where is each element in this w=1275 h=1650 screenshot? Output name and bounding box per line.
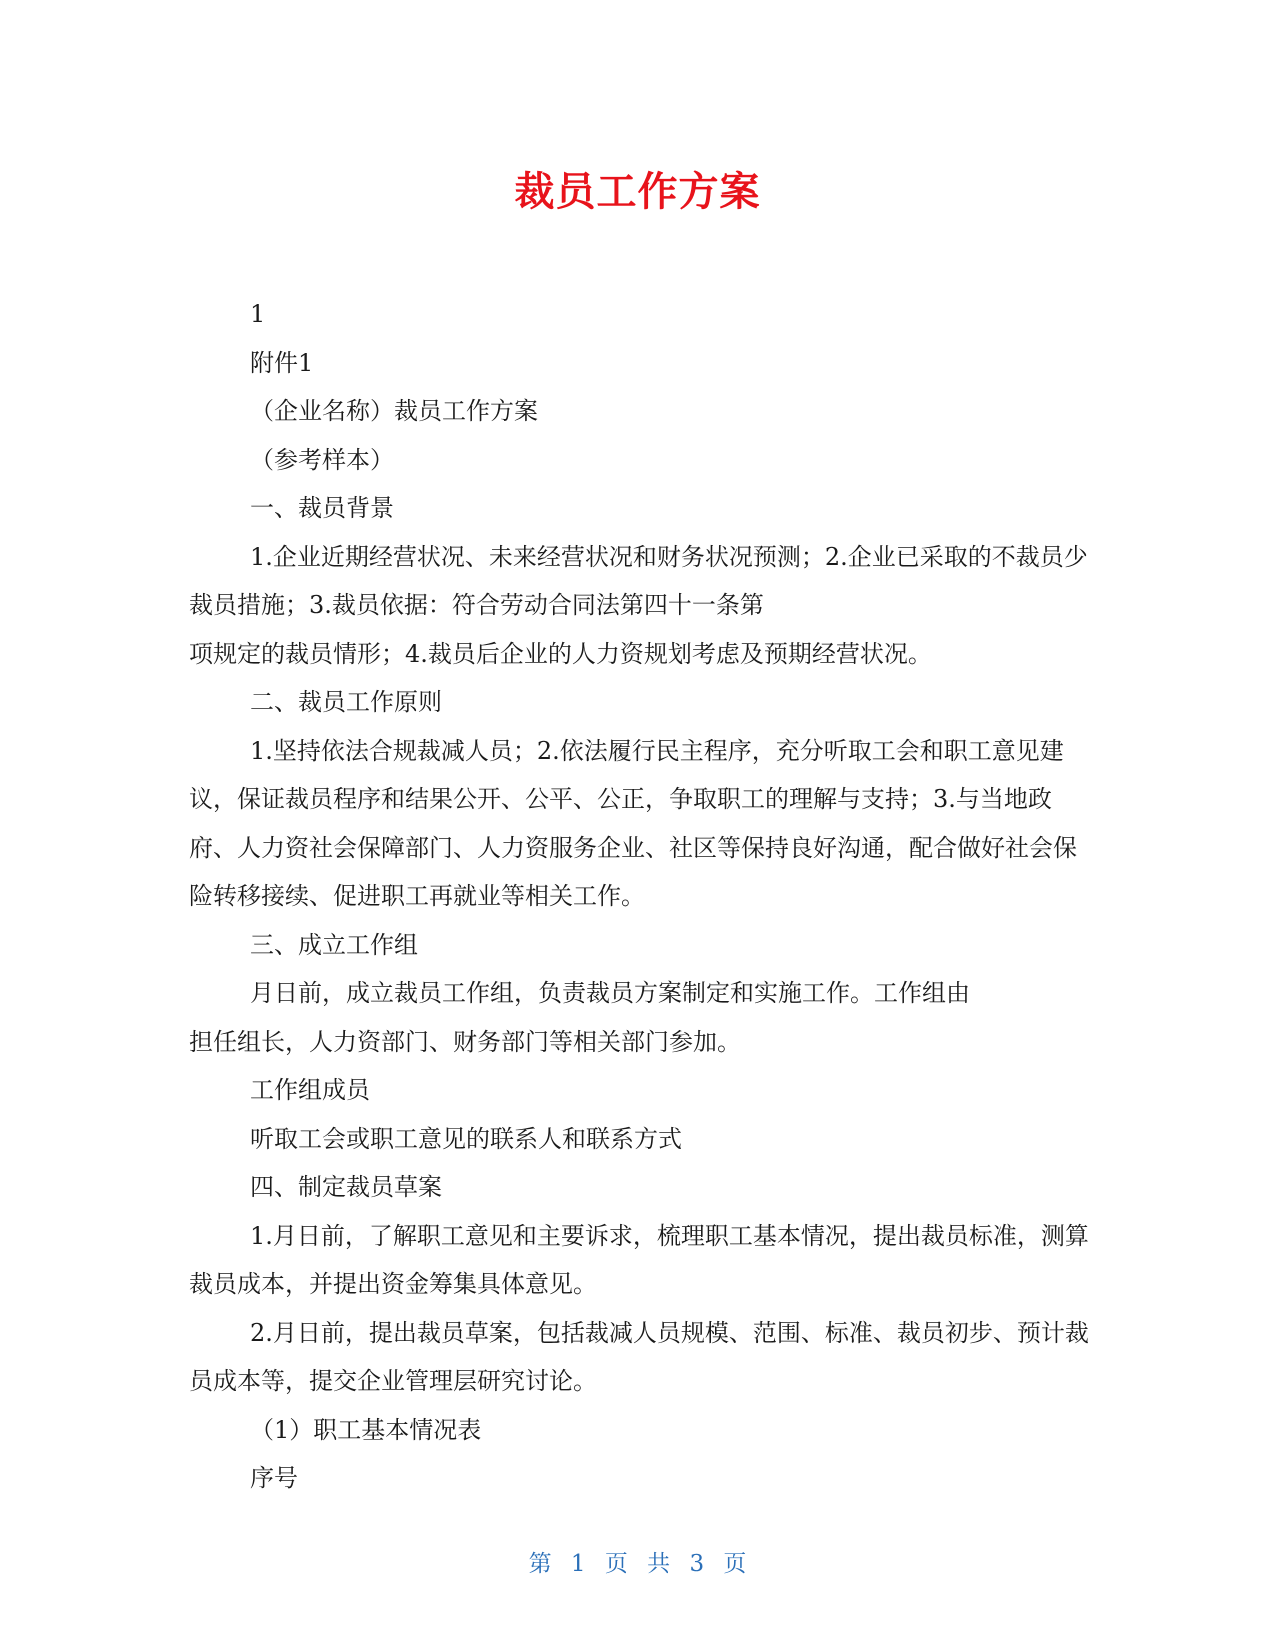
paragraph-working-group-continued: 担任组长，人力资部门、财务部门等相关部门参加。 [189, 1027, 741, 1056]
page-footer [0, 1545, 1275, 1578]
paragraph-principles: 1.坚持依法合规裁减人员；2.依法履行民主程序，充分听取工会和职工意见建议，保证裁员程序和结果公开、公平、公正，争取职工的理解与支持；3.与当地政府、人力资社会保障部门、人力资服务企业、社区等保持良好沟通，配合做好社会保险转移接续、促进职工再就业等相关工作。 [189, 736, 1077, 910]
paragraph-plan-name: （企业名称）裁员工作方案 [250, 397, 538, 425]
paragraph-contact-info: 听取工会或职工意见的联系人和联系方式 [250, 1124, 682, 1153]
paragraph-table-caption: （1）职工基本情况表 [250, 1415, 482, 1444]
footer-label-page-unit: 页 [604, 1551, 628, 1577]
document-title: 裁员工作方案 [514, 169, 761, 215]
document-body [189, 290, 1099, 1503]
paragraph-background: 1.企业近期经营状况、未来经营状况和财务状况预测；2.企业已采取的不裁员少裁员措施；3.裁员依据：符合劳动合同法第四十一条第 [189, 542, 1088, 619]
heading-section-1: 一、裁员背景 [250, 494, 394, 522]
heading-section-2: 二、裁员工作原则 [250, 688, 442, 716]
footer-label-total-unit: 页 [723, 1551, 747, 1577]
paragraph-draft-step-2: 2.月日前，提出裁员草案，包括裁减人员规模、范围、标准、裁员初步、预计裁员成本等，提交企业管理层研究讨论。 [189, 1318, 1089, 1395]
heading-section-3: 三、成立工作组 [250, 930, 418, 959]
paragraph-background-continued: 项规定的裁员情形；4.裁员后企业的人力资规划考虑及预期经营状况。 [189, 639, 932, 668]
paragraph-table-header-serial: 序号 [250, 1464, 298, 1492]
paragraph-working-group: 月日前，成立裁员工作组，负责裁员方案制定和实施工作。工作组由 [250, 979, 970, 1007]
paragraph-sample-note: （参考样本） [250, 445, 394, 474]
footer-current-page: 1 [570, 1551, 586, 1577]
paragraph-group-members: 工作组成员 [250, 1076, 370, 1104]
footer-total-pages: 3 [689, 1551, 705, 1577]
paragraph-draft-step-1: 1.月日前，了解职工意见和主要诉求，梳理职工基本情况，提出裁员标准，测算裁员成本，并提出资金筹集具体意见。 [189, 1221, 1089, 1298]
heading-section-4: 四、制定裁员草案 [250, 1173, 442, 1201]
footer-label-total: 共 [647, 1551, 671, 1577]
footer-label-page: 第 [528, 1551, 552, 1577]
paragraph-page-number: 1 [250, 300, 266, 328]
paragraph-attachment-label: 附件1 [250, 348, 314, 377]
